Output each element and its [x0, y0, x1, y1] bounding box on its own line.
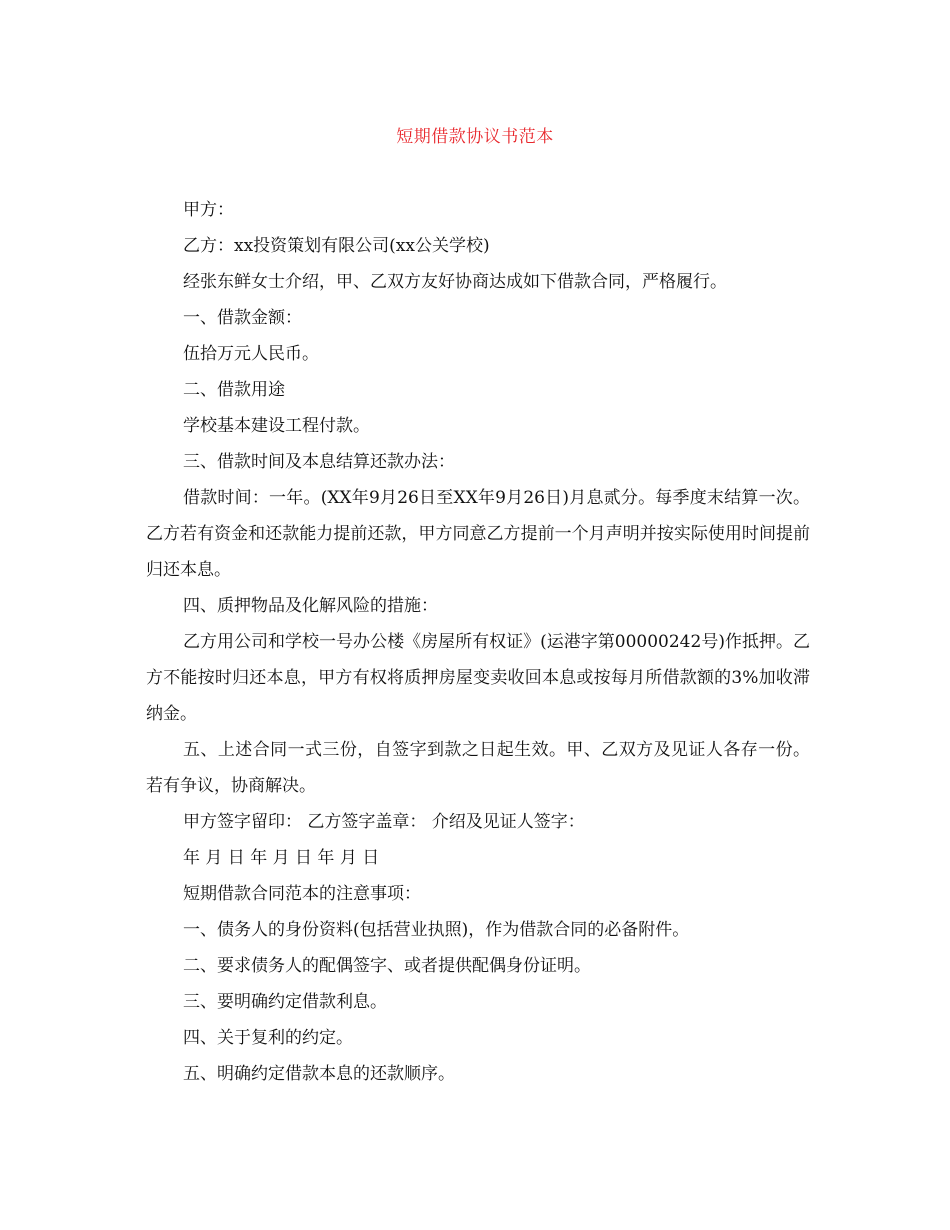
document-title: 短期借款协议书范本	[396, 127, 554, 147]
note-item-5: 五、明确约定借款本息的还款顺序。	[183, 1064, 455, 1084]
paragraph-introduction: 经张东鲜女士介绍，甲、乙双方友好协商达成如下借款合同，严格履行。	[183, 272, 727, 292]
signature-line: 甲方签字留印： 乙方签字盖章： 介绍及见证人签字：	[183, 812, 585, 832]
date-line: 年 月 日 年 月 日 年 月 日	[183, 848, 380, 868]
paragraph-loan-term: 借款时间：一年。(XX年9月26日至XX年9月26日)月息贰分。每季度末结算一次。乙方若有资金和还款能力提前还款，甲方同意乙方提前一个月声明并按实际使用时间提前归还本息。	[146, 488, 810, 580]
paragraph-effectiveness: 五、上述合同一式三份，自签字到款之日起生效。甲、乙双方及见证人各存一份。若有争议，协商解决。	[146, 740, 810, 796]
paragraph-loan-amount: 伍拾万元人民币。	[183, 344, 319, 364]
note-item-4: 四、关于复利的约定。	[183, 1028, 353, 1048]
paragraph-loan-purpose: 学校基本建设工程付款。	[183, 416, 370, 436]
notes-heading: 短期借款合同范本的注意事项：	[183, 884, 421, 904]
note-item-3: 三、要明确约定借款利息。	[183, 992, 387, 1012]
section-heading-loan-purpose: 二、借款用途	[183, 380, 285, 400]
paragraph-collateral: 乙方用公司和学校一号办公楼《房屋所有权证》(运港字第00000242号)作抵押。乙方不能按时归还本息，甲方有权将质押房屋变卖收回本息或按每月所借款额的3%加收滞纳金。	[146, 632, 810, 724]
document-body	[146, 192, 810, 1092]
note-item-1: 一、债务人的身份资料(包括营业执照)，作为借款合同的必备附件。	[183, 920, 690, 940]
section-heading-loan-term: 三、借款时间及本息结算还款办法：	[183, 452, 455, 472]
note-item-2: 二、要求债务人的配偶签字、或者提供配偶身份证明。	[183, 956, 591, 976]
section-heading-collateral: 四、质押物品及化解风险的措施：	[183, 596, 438, 616]
paragraph-party-a: 甲方：	[183, 200, 234, 220]
paragraph-party-b: 乙方：xx投资策划有限公司(xx公关学校)	[183, 236, 490, 256]
section-heading-loan-amount: 一、借款金额：	[183, 308, 302, 328]
